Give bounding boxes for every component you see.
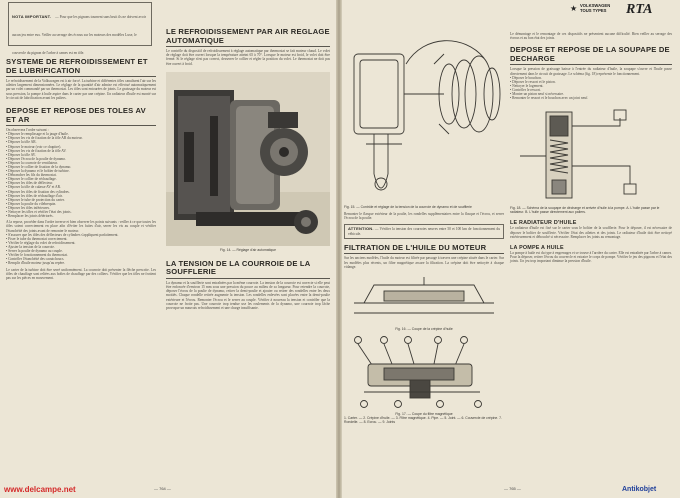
figure-18-drawing — [510, 106, 672, 206]
step-item: • Déposer les vis de fixation de la tôle AV. — [6, 148, 67, 153]
section-oil-filtration — [344, 244, 504, 269]
step-item: • Déposer les tôles de déflecteur. — [6, 181, 53, 186]
engine-photo-illustration — [166, 72, 330, 246]
step-item: • Déposer les tôles inférieures. — [6, 205, 50, 210]
section-title-belt: LA TENSION DE LA COURROIE DE LA SOUFFLERIE — [166, 258, 311, 277]
top-text: Le démontage et le remontage de ces dispositifs ne présentent aucune difficulté. Bien veiller au serrage des écrous et au bon état des joints. — [510, 32, 672, 41]
step-item: • S'assurer que les tôles des déflecteurs de cylindres s'appliquent parfaitement. — [6, 232, 119, 237]
oil-filtration-text: Sur les anciens modèles, l'huile du moteur est filtrée par passage à travers une crépine située dans le carter. Sur les modèles plus récents, un filtre magnétique assure la filtration. La crépine doit être nettoyée à chaque vidange. — [344, 256, 504, 269]
oil-radiator-text: Le radiateur d'huile est fixé sur le carter sous le boîtier de la soufflerie. Pour le déposer, il est nécessaire de déposer le boîtier de soufflerie. Vérifier l'état des ailettes et des joints. Le radiateur d'huile doit être nettoyé extérieurement et débouché si nécessaire. Remplacer les joints au remontage. — [510, 226, 672, 239]
relief-valve-drawing — [510, 106, 672, 206]
pulley-drawing — [344, 24, 504, 204]
step-item: • Déposer les tôles de réchauffage d'air. — [6, 193, 63, 198]
sheet-removal-steps — [6, 132, 156, 218]
attention-text: — Vérifier la tension des courroies neuves entre 50 et 100 km de fonctionnement du véhicule. — [348, 227, 500, 236]
section-air-cooling — [166, 28, 330, 66]
figure-18-caption: Fig. 18. — Schéma de la soupape de décharge et arrivée d'huile à la pompe. A. L'huile passe par le radiateur. B. L'huile passe directement aux paliers. — [510, 206, 660, 215]
left-column-1 — [6, 0, 156, 280]
left-page-number: — 764 — — [154, 486, 171, 491]
attention-label: ATTENTION. — [348, 226, 374, 232]
section-cooling — [6, 58, 156, 100]
belt-tension-text: La dynamo et la soufflerie sont entraînées par la même courroie. La tension de la courroie est correcte si elle peut être enfoncée d'environ 15 mm sous une pression du pouce au milieu de sa longueur. Pour retendre la courroie, déposer l'écrou de la poulie de dynamo, retirer la demi-poulie et ajouter ou retirer des rondelles entre les deux moitiés. Chaque rondelle retirée augmente la tension. Les rondelles enlevées sont placées entre la demi-poulie extérieure et l'écrou. Remonter l'écrou et le serrer au couple. Vérifier à nouveau la tension et contrôler que la courroie ne frotte pas. Une courroie trop tendue use les roulements de la dynamo, une courroie trop lâche provoque un mauvais refroidissement et une charge insuffisante. — [166, 280, 330, 311]
magnetic-filter-drawing — [344, 334, 504, 412]
section-title-oil-filtration: FILTRATION DE L'HUILE DU MOTEUR — [344, 242, 487, 252]
note-text: — Pour que les pignons tournent sans bruit ils ne doivent avoir aucun jeu entre eux. Veiller au serrage des écrous sur les moteurs des modèles Luxe, le couvercle du pignon de l'arbre à cames est en tôle. — [12, 15, 146, 55]
right-page-number: — 765 — — [504, 486, 521, 491]
step-item: • Contrôler le ressort. — [510, 88, 541, 93]
step-item: • Vérifier le fonctionnement du thermostat. — [6, 253, 68, 258]
step-item: • Ajuster la tension de la courroie. — [6, 245, 55, 250]
cooling-text: Le refroidissement de la Volkswagen est à air forcé. La turbine et différentes tôles canalisent l'air sur les ailettes largement dimensionnées. Le réglage de la quantité d'air admise est effectué automatiquement par un volet commandé par un thermostat. Les tôles sont entourées de joints. Le graissage du moteur est sous pression, la pompe à huile aspire dans le carter par une crépine. Un radiateur d'huile est monté sur le circuit de lubrification avant les paliers. — [6, 79, 156, 100]
step-item: • Déposer la courroie de ventilateur. — [6, 160, 58, 165]
step-item: • Serrer la poulie de dynamo au couple. — [6, 249, 63, 254]
step-item: • Débrancher les fils du thermostat. — [6, 173, 57, 178]
section-title-cooling: SYSTEME DE REFROIDISSEMENT ET DE LUBRIFICATION — [6, 57, 148, 75]
step-item: • Fixer le tube du thermostat correctement. — [6, 236, 68, 241]
note-title: NOTA IMPORTANT. — [12, 14, 52, 19]
step-item: • Monter un piston neuf si nécessaire. — [510, 92, 565, 97]
air-cooling-text: Le contrôle du dispositif de refroidissement à réglage automatique par thermostat se fait moteur chaud. Le volet de réglage doit être ouvert lorsque la température atteint 65 à 70°. Lorsque le moteur est froid, le volet doit être fermé. Si le réglage n'est pas correct, desserrer le collier et régler la position du volet. Le thermostat ne doit pas être ouvert à froid. — [166, 49, 330, 66]
rta-logo: RTA — [626, 2, 653, 17]
section-title-relief-valve: DEPOSE ET REPOSE DE LA SOUPAPE DE DECHARGE — [510, 45, 670, 63]
section-title-air-cooling: LE REFROIDISSEMENT PAR AIR REGLAGE AUTOMATIQUE — [166, 27, 330, 45]
oil-pump-text: La pompe à huile est du type à engrenages et se trouve à l'arrière du carter. Elle est entraînée par l'arbre à cames. Pour la déposer, retirer l'écrou du couvercle et extraire le corps de pompe. Vérifier le jeu des pignons et l'état des joints. Un jeu trop important diminue la pression d'huile. — [510, 250, 672, 264]
step-item: • Remonter le ressort et le bouchon avec un joint neuf. — [510, 96, 589, 101]
figure-14-photo — [166, 72, 330, 246]
figure-14-caption: Fig. 14. — Réglage d'air automatique — [219, 247, 277, 252]
section-oil-pump — [510, 245, 672, 264]
step-item: • Contrôler l'étanchéité des caoutchoucs. — [6, 257, 65, 262]
section-title-oil-pump: LA POMPE A HUILE — [510, 244, 564, 251]
figure-17-drawing — [344, 334, 504, 412]
step-item: • Déposer la tôle AV. — [6, 152, 36, 157]
sheets-reassembly-text: A la repose, procéder dans l'ordre inverse et bien observer les points suivants : veiller à ce que toutes les tôles soient correctement en place afin d'éviter les fuites d'air, serrer les vis au couple et vérifier l'étanchéité des joints avant de remonter le moteur. — [6, 220, 156, 233]
watermark-right: Antikobjet — [622, 486, 657, 493]
section-rule — [6, 125, 156, 126]
figure-15-caption: Fig. 15. — Contrôle et réglage de la tension de la courroie de dynamo et de soufflerie — [344, 205, 472, 209]
step-item: • Nettoyer les tôles et vérifier l'état des joints. — [6, 210, 72, 214]
section-rule — [6, 76, 156, 77]
step-item: • Remplacer les joints détériorés. — [6, 214, 54, 219]
step-item: • Déposer le tube de protection du carter. — [6, 197, 65, 202]
sheet-reassembly-steps — [6, 233, 156, 266]
step-item: • Vérifier le réglage du volet de refroidissement. — [6, 240, 76, 245]
section-title-sheets: DEPOSE ET REPOSE DES TOLES AV ET AR — [6, 106, 146, 124]
relief-valve-text: Lorsque la pression de graissage baisse à l'entrée du radiateur d'huile, la soupape s'ouvre et l'huile passe directement dans le circuit de graissage. Le schéma (fig. 18) représente le fonctionnement. — [510, 67, 672, 76]
relief-valve-steps — [510, 76, 672, 101]
section-belt-tension — [166, 260, 330, 310]
right-page — [340, 0, 680, 498]
watermark-left: www.delcampe.net — [4, 485, 76, 494]
section-sheet-removal — [6, 107, 156, 280]
step-item: • Déposer la poulie du vilebrequin. — [6, 201, 57, 206]
step-item: • Déposer le moteur (voir ce chapitre). — [6, 144, 62, 149]
important-note-box — [8, 2, 152, 55]
figure-15-text: Remonter le flasque extérieur de la poulie, les rondelles supplémentaires entre la flasque et l'écrou, et serrer l'écrou de la poulie. — [344, 212, 504, 221]
step-item: • Déposer le bouchon. — [510, 75, 542, 80]
header-brand: VOLKSWAGEN — [580, 3, 611, 8]
step-item: • Déposer les vis de fixation de la tôle AR du moteur. — [6, 136, 83, 141]
figure-16-drawing — [344, 273, 504, 327]
figure-17-caption: Fig. 17. — Coupe du filtre magnétique — [395, 411, 453, 416]
step-item: • Déposer le collier de réchauffage. — [6, 177, 57, 182]
sheets-final-text: Le carter de la turbine doit être serré uniformément. La courroie doit présenter la flèche prescrite. Les tôles de chauffage sont reliées aux boîtes de chauffage par des colliers. Vérifier que les tôles ne frottent pas sur les pièces en mouvement. — [6, 267, 156, 280]
header-sub: TOUS TYPES — [580, 8, 607, 13]
attention-box — [344, 224, 504, 238]
step-item: • Déposer l'écrou de la poulie de dynamo. — [6, 156, 66, 161]
section-relief-valve — [510, 46, 672, 100]
step-item: • Déposer les tôles de fixation des cylindres. — [6, 189, 70, 194]
oil-strainer-drawing — [344, 273, 504, 327]
step-item: • Déposer le ressort et le piston. — [510, 79, 556, 84]
step-item: • Déposer la tôle de culasse AV et AR. — [6, 185, 61, 190]
left-page — [0, 0, 338, 498]
section-oil-radiator — [510, 220, 672, 239]
step-item: • Nettoyer le logement. — [510, 84, 544, 88]
section-rule — [510, 64, 672, 65]
section-title-oil-radiator: LE RADIATEUR D'HUILE — [510, 220, 577, 227]
figure-15-drawing — [344, 24, 504, 204]
section-rule — [344, 253, 504, 254]
right-column-2 — [510, 0, 672, 264]
star-icon: ★ — [570, 4, 578, 13]
section-rule — [166, 46, 330, 47]
step-item: • Déposer le remplissage et la jauge d'huile. — [6, 132, 69, 137]
figure-17-legend: 1. Carter. — 2. Crépine d'huile. — 3. Filtre magnétique. 4. Pipe. — 5. Joint. — 6. Couvercle de crépine. 7. Rondelle. — 8. Ecrou. — 9. Joints — [344, 415, 503, 424]
step-item: • Déposer le collier de fixation de la dynamo. — [6, 164, 72, 169]
left-column-2 — [166, 0, 330, 310]
step-item: • Déposer la dynamo et le boîtier de turbine. — [6, 169, 70, 174]
section-rule — [166, 278, 330, 279]
step-item: • Remplir d'huile moteur jusqu'au repère. — [6, 261, 66, 266]
sheets-intro: On observera l'ordre suivant : — [6, 128, 49, 133]
right-column-1 — [344, 0, 504, 424]
figure-16-caption: Fig. 16. — Coupe de la crépine d'huile — [395, 326, 453, 331]
step-item: • Déposer la tôle AR. — [6, 140, 37, 145]
